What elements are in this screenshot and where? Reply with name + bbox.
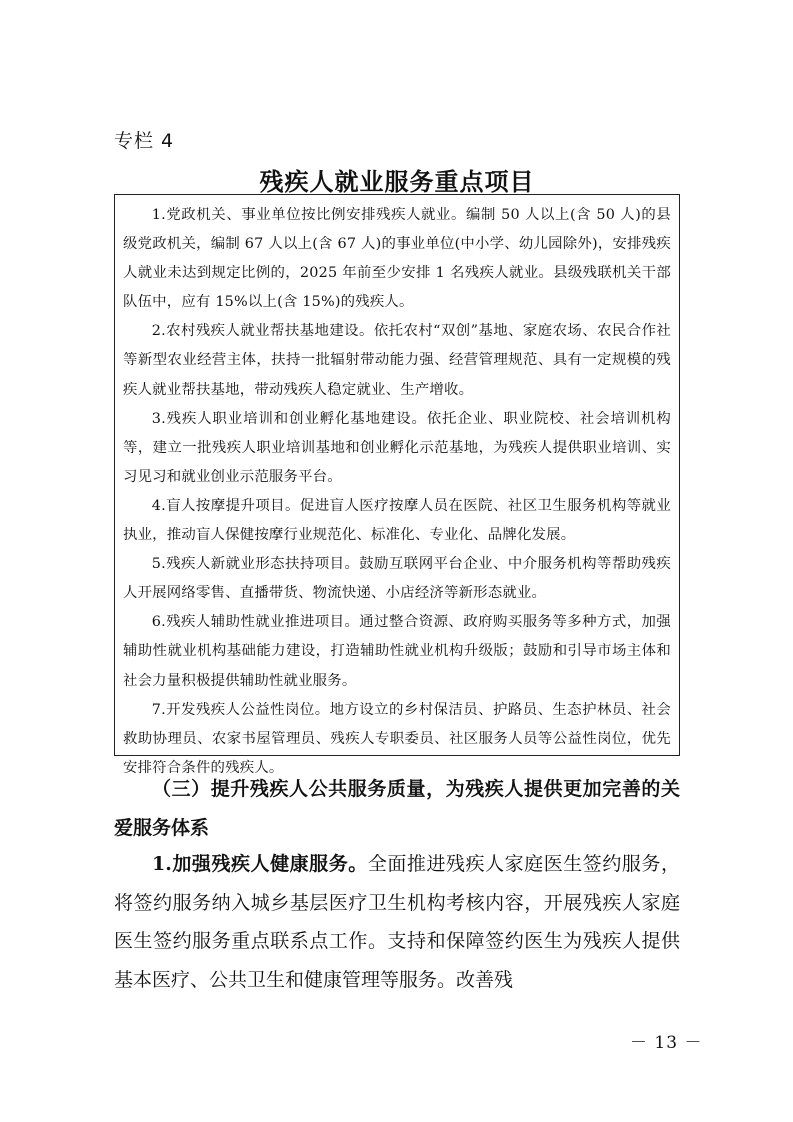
section-heading: （三）提升残疾人公共服务质量，为残疾人提供更加完善的关爱服务体系: [114, 778, 680, 839]
body-paragraph: [114, 845, 680, 999]
project-item: 4.盲人按摩提升项目。促进盲人医疗按摩人员在医院、社区卫生服务机构等就业执业，推动盲人保健按摩行业规范化、标准化、专业化、品牌化发展。: [123, 497, 671, 544]
page-number: － 13 －: [630, 1033, 703, 1053]
project-item: 5.残疾人新就业形态扶持项目。鼓励互联网平台企业、中介服务机构等帮助残疾人开展网络零售、直播带货、物流快递、小店经济等新形态就业。: [123, 556, 671, 602]
project-item: 3.残疾人职业培训和创业孵化基地建设。依托企业、职业院校、社会培训机构等，建立一批残疾人职业培训基地和创业孵化示范基地，为残疾人提供职业培训、实习见习和就业创业示范服务平台。: [123, 410, 671, 485]
paragraph-lead: 1.加强残疾人健康服务。: [152, 853, 368, 875]
column-label: 专栏 4: [114, 130, 175, 152]
project-item: 6.残疾人辅助性就业推进项目。通过整合资源、政府购买服务等多种方式，加强辅助性就业机构基础能力建设，打造辅助性就业机构升级版；鼓励和引导市场主体和社会力量积极提供辅助性就业服务。: [123, 614, 671, 689]
project-box: [114, 194, 680, 776]
box-title: 残疾人就业服务重点项目: [259, 168, 535, 196]
paragraph-text: 全面推进残疾人家庭医生签约服务，将签约服务纳入城乡基层医疗卫生机构考核内容，开展残疾人家庭医生签约服务重点联系点工作。支持和保障签约医生为残疾人提供基本医疗、公共卫生和健康管理等服务。改善残: [114, 853, 680, 991]
project-item: 1.党政机关、事业单位按比例安排残疾人就业。编制 50 人以上(含 50 人)的县级党政机关，编制 67 人以上(含 67 人)的事业单位(中小学、幼儿园除外)，安排残疾人就业未达到规定比例的，2025 年前至少安排 1 名残疾人就业。县级残联机关干部队伍中，应有 15%以上(含 15%)的残疾人。: [123, 207, 671, 311]
project-item: 7.开发残疾人公益性岗位。地方设立的乡村保洁员、护路员、生态护林员、社会救助协理员、农家书屋管理员、残疾人专职委员、社区服务人员等公益性岗位，优先安排符合条件的残疾人。: [123, 701, 671, 776]
project-item: 2.农村残疾人就业帮扶基地建设。依托农村“双创”基地、家庭农场、农民合作社等新型农业经营主体，扶持一批辐射带动能力强、经营管理规范、具有一定规模的残疾人就业帮扶基地，带动残疾人稳定就业、生产增收。: [123, 323, 671, 398]
